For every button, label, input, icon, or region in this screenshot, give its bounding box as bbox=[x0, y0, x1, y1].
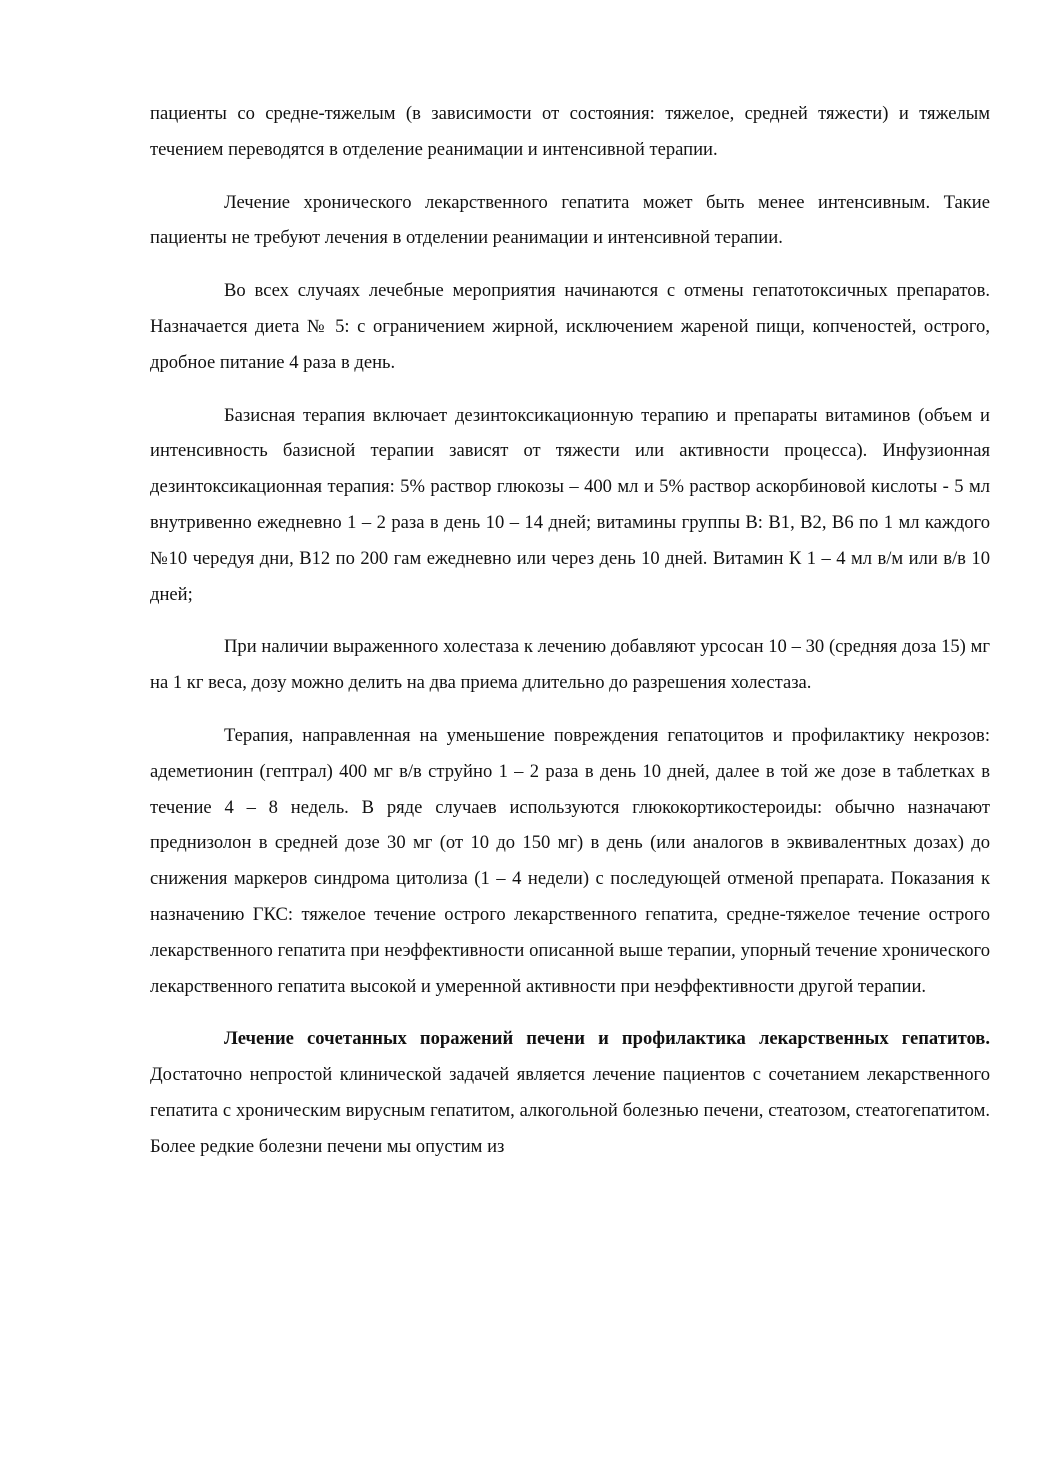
paragraph-hepatocyte-therapy: Терапия, направленная на уменьшение повреждения гепатоцитов и профилактику некрозов: адеметионин (гептрал) 400 мг в/в струйно 1 – 2 раза в день 10 дней, далее в той же дозе в таблетках в течение 4 – 8 недель. В ряде случаев используются глюкокортикостероиды: обычно назначают преднизолон в средней дозе 30 мг (от 10 до 150 мг) в день (или аналогов в эквивалентных дозах) до снижения маркеров синдрома цитолиза (1 – 4 недели) с последующей отменой препарата. Показания к назначению ГКС: тяжелое течение острого лекарственного гепатита, средне-тяжелое течение острого лекарственного гепатита при неэффективности описанной выше терапии, упорный течение хронического лекарственного гепатита высокой и умеренной активности при неэффективности другой терапии. bbox=[150, 724, 990, 997]
section-heading: Лечение сочетанных поражений печени и профилактика лекарственных гепатитов. bbox=[224, 1028, 990, 1050]
paragraph-severe-patients: пациенты со средне-тяжелым (в зависимости от состояния: тяжелое, средней тяжести) и тяжелым течением переводятся в отделение реанимации и интенсивной терапии. bbox=[150, 103, 990, 160]
document-page bbox=[150, 96, 990, 1182]
paragraph-cholestasis: При наличии выраженного холестаза к лечению добавляют урсосан 10 – 30 (средняя доза 15) мг на 1 кг веса, дозу можно делить на два приема длительно до разрешения холестаза. bbox=[150, 636, 990, 694]
paragraph-combined-lesions bbox=[150, 1021, 990, 1164]
paragraph-diet: Во всех случаях лечебные мероприятия начинаются с отмены гепатотоксичных препаратов. Назначается диета № 5: с ограничением жирной, исключением жареной пищи, копченостей, острого, дробное питание 4 раза в день. bbox=[150, 280, 990, 373]
paragraph-chronic-hepatitis: Лечение хронического лекарственного гепатита может быть менее интенсивным. Такие пациенты не требуют лечения в отделении реанимации и интенсивной терапии. bbox=[150, 191, 990, 249]
paragraph-combined-lesions-text: Достаточно непростой клинической задачей является лечение пациентов с сочетанием лекарственного гепатита с хроническим вирусным гепатитом, алкогольной болезнью печени, стеатозом, стеатогепатитом. Более редкие болезни печени мы опустим из bbox=[150, 1064, 990, 1157]
paragraph-basic-therapy: Базисная терапия включает дезинтоксикационную терапию и препараты витаминов (объем и интенсивность базисной терапии зависят от тяжести или активности процесса). Инфузионная дезинтоксикационная терапия: 5% раствор глюкозы – 400 мл и 5% раствор аскорбиновой кислоты - 5 мл внутривенно ежедневно 1 – 2 раза в день 10 – 14 дней; витамины группы В: В1, В2, В6 по 1 мл каждого №10 чередуя дни, В12 по 200 гам ежедневно или через день 10 дней. Витамин К 1 – 4 мл в/м или в/в 10 дней; bbox=[150, 404, 990, 605]
